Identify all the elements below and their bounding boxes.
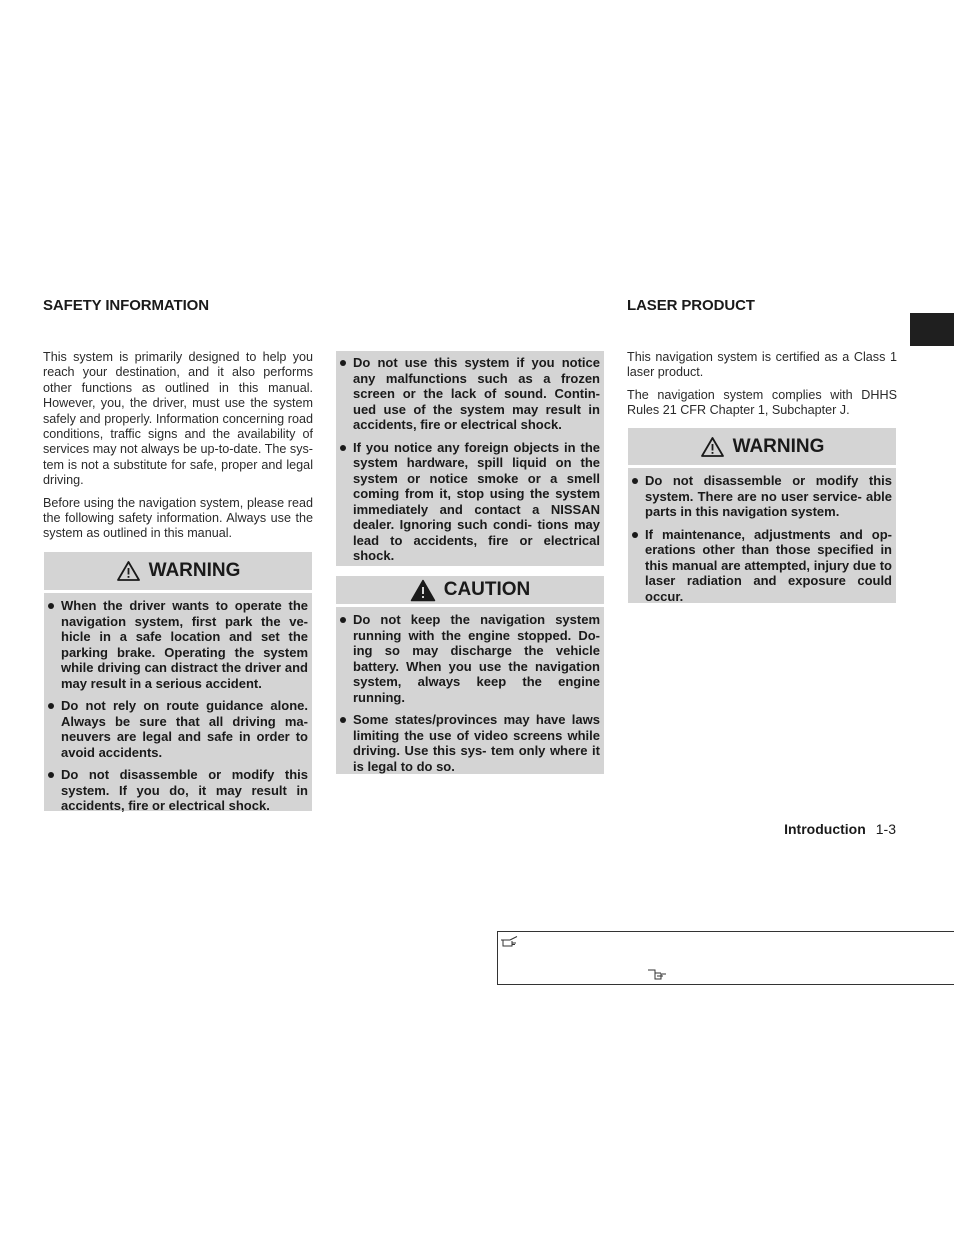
laser-product-heading: LASER PRODUCT: [627, 297, 755, 314]
safety-intro-text: [43, 350, 313, 549]
bullet: [48, 703, 54, 709]
safety-warning-box: [44, 552, 312, 811]
page-footer: [784, 821, 896, 837]
warning-item: Do not disassemble or modify this system. If you do, it may result in accidents, fire or electrical shock.: [48, 767, 308, 814]
warning-triangle-icon: [116, 560, 141, 582]
warning-item: Do not use this system if you notice any malfunctions such as a frozen screen or the lack of sound. Contin- ued use of the system may result in accidents, fire or electrical shock.: [340, 355, 600, 433]
caution-title: CAUTION: [443, 579, 531, 600]
safety-information-heading: SAFETY INFORMATION: [43, 297, 209, 314]
laser-intro-text: [627, 350, 897, 426]
bullet: [48, 772, 54, 778]
caution-filled-triangle-icon: [410, 579, 436, 602]
bullet: [340, 445, 346, 451]
bullet: [340, 717, 346, 723]
safety-paragraph: This system is primarily designed to help you reach your destination, and it also performs other functions as outlined in this manual. However, you, the driver, must use the system safely and properly. Information concerning road conditions, traffic signs and the availability of services may not always be up-to-date. The sys- tem is not a substitute for safe, proper and legal driving.: [43, 350, 313, 488]
bullet: [340, 360, 346, 366]
warning-title: WARNING: [732, 435, 825, 457]
warning-list: [628, 468, 896, 608]
caution-list: [336, 607, 604, 778]
warning-item: When the driver wants to operate the navigation system, first park the ve- hicle in a safe location and set the parking brake. Operating the system while driving can distract the driver and may result in a serious accident.: [48, 598, 308, 691]
laser-paragraph: This navigation system is certified as a Class 1 laser product.: [627, 350, 897, 380]
warning-header: [44, 552, 312, 593]
warning-item: Do not disassemble or modify this system. There are no user service- able parts in this navigation system.: [632, 473, 892, 520]
caution-header: [336, 576, 604, 607]
caution-item: Some states/provinces may have laws limiting the use of video screens while driving. Use this sys- tem only where it is legal to do so.: [340, 712, 600, 774]
laser-paragraph: The navigation system complies with DHHS Rules 21 CFR Chapter 1, Subchapter J.: [627, 387, 897, 418]
warning-header: [628, 428, 896, 468]
safety-paragraph: Before using the navigation system, please read the following safety information. Always use the system as outlined in this manual.: [43, 495, 313, 541]
chapter-thumb-tab: [910, 313, 954, 346]
caution-item: Do not keep the navigation system running with the engine stopped. Do- ing so may discharge the vehicle battery. When you use the navigation system, always keep the engine running.: [340, 612, 600, 705]
warning-triangle-icon: [700, 436, 725, 458]
warning-item: If you notice any foreign objects in the system hardware, spill liquid on the system or notice smoke or a smell coming from it, stop using the system immediately and contact a NISSAN dealer. Ignoring such condi- tions may lead to accidents, fire or electrical shock.: [340, 440, 600, 564]
bullet: [632, 532, 638, 538]
pointing-hand-icon: [500, 934, 520, 948]
bullet: [340, 617, 346, 623]
reference-box: [497, 931, 954, 985]
warning-list: [44, 593, 312, 818]
warning-item: Do not rely on route guidance alone. Always be sure that all driving ma- neuvers are legal and safe in order to avoid accidents.: [48, 698, 308, 760]
bullet: [48, 603, 54, 609]
pointing-hand-icon: [647, 967, 667, 981]
footer-page-number: 1-3: [875, 821, 896, 837]
continued-warning-box: [336, 351, 604, 566]
warning-item: If maintenance, adjustments and op- erations other than those specified in this manual are attempted, injury due to laser radiation and exposure could occur.: [632, 527, 892, 605]
warning-title: WARNING: [148, 560, 241, 581]
laser-warning-box: [628, 428, 896, 603]
footer-section-name: Introduction: [784, 821, 866, 837]
warning-list: [336, 351, 604, 568]
bullet: [632, 478, 638, 484]
caution-box: [336, 576, 604, 774]
